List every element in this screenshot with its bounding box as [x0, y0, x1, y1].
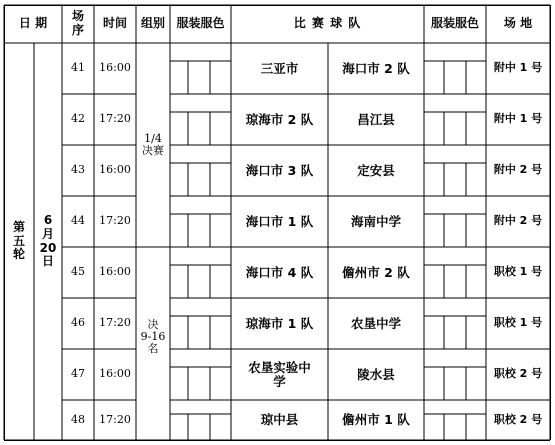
match-time: 16:00 — [99, 163, 131, 177]
team-b: 昌江县 — [357, 111, 395, 127]
group-pl-line-1: 决 — [147, 318, 159, 331]
group-qf-line-1: 1/4 — [144, 131, 162, 145]
group-pl-line-3: 名 — [147, 342, 159, 356]
round-label — [4, 43, 34, 440]
team-a: 琼海市 2 队 — [245, 111, 314, 127]
match-seq: 46 — [71, 316, 85, 330]
header-seq — [62, 5, 94, 43]
header-time: 时间 — [102, 16, 127, 31]
team-a: 琼海市 1 队 — [245, 315, 314, 331]
match-seq: 45 — [71, 265, 85, 279]
match-time: 17:20 — [99, 112, 131, 126]
match-time: 16:00 — [99, 265, 131, 279]
date-day-num: 20 — [39, 240, 57, 255]
team-a: 琼中县 — [260, 412, 299, 428]
match-venue: 职校 2 号 — [493, 412, 543, 426]
team-b: 陵水县 — [357, 366, 395, 382]
match-seq: 42 — [71, 112, 85, 126]
team-b: 定安县 — [357, 162, 395, 178]
match-seq: 47 — [71, 367, 85, 381]
match-venue: 附中 2 号 — [493, 214, 543, 228]
match-time: 17:20 — [99, 316, 131, 330]
team-a: 农垦实验中学 — [248, 359, 311, 389]
match-time: 17:20 — [99, 412, 131, 426]
header-uniform-left: 服装服色 — [176, 16, 225, 31]
match-date — [34, 43, 62, 440]
team-a: 三亚市 — [260, 60, 299, 76]
match-seq: 44 — [71, 214, 85, 228]
team-b: 儋州市 1 队 — [342, 412, 410, 428]
team-b: 儋州市 2 队 — [342, 264, 410, 280]
header-date: 日 期 — [18, 16, 48, 31]
round-char-2: 五 — [12, 233, 25, 248]
match-venue: 职校 2 号 — [493, 367, 543, 381]
header-uniform-right: 服装服色 — [430, 16, 479, 31]
date-month: 月 — [41, 226, 54, 241]
group-pl-line-2: 9-16 — [140, 330, 166, 344]
team-a: 海口市 1 队 — [245, 213, 314, 229]
match-time: 16:00 — [99, 367, 131, 381]
match-time: 16:00 — [99, 61, 131, 75]
team-a: 海口市 4 队 — [245, 264, 314, 280]
match-seq: 43 — [71, 163, 85, 177]
team-a: 海口市 3 队 — [245, 162, 314, 178]
round-char-1: 第 — [12, 219, 25, 234]
match-venue: 职校 1 号 — [493, 316, 543, 330]
match-venue: 职校 1 号 — [493, 265, 543, 279]
match-venue: 附中 2 号 — [493, 163, 543, 177]
group-placement-9-16 — [136, 247, 170, 440]
team-b: 海口市 2 队 — [342, 60, 410, 76]
match-seq: 48 — [71, 412, 85, 426]
match-venue: 附中 1 号 — [493, 61, 543, 75]
header-group: 组别 — [140, 16, 165, 31]
group-quarterfinal — [136, 43, 170, 247]
header-teams: 比 赛 球 队 — [293, 16, 362, 31]
match-seq: 41 — [71, 61, 85, 75]
team-b: 农垦中学 — [350, 315, 401, 331]
match-time: 17:20 — [99, 214, 131, 228]
date-month-num: 6 — [43, 212, 53, 227]
header-seq-label: 场序 — [71, 9, 84, 37]
header-venue: 场 地 — [503, 16, 533, 31]
match-venue: 附中 1 号 — [493, 112, 543, 126]
date-day: 日 — [41, 254, 54, 269]
round-char-3: 轮 — [12, 247, 25, 262]
team-b: 海南中学 — [350, 213, 401, 229]
group-qf-line-2: 决赛 — [142, 144, 164, 157]
